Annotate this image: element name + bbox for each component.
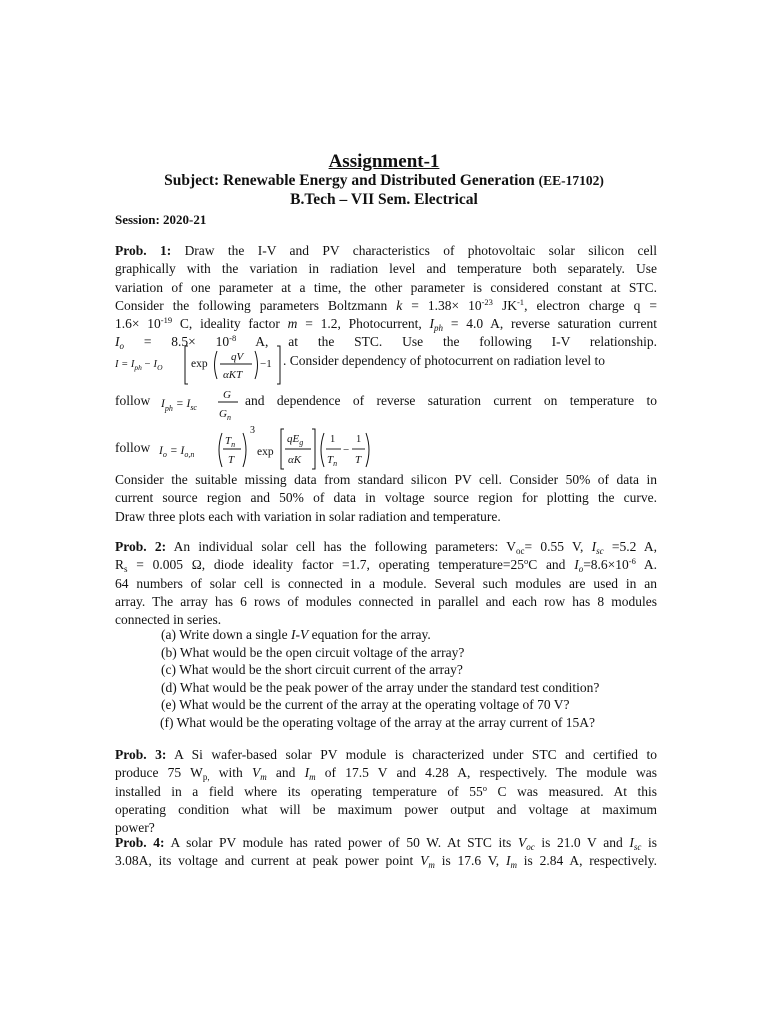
list-item: (c) What would be the short circuit current of the array? bbox=[161, 662, 463, 678]
list-item: (e) What would be the current of the array at the operating voltage of 70 V? bbox=[161, 697, 570, 713]
iv-equation-row: $I = I_{ph} - I_O$ exp qV αKT −1 . Consider dependency of photocurrent on radiation level to bbox=[115, 343, 657, 383]
list-item: (d) What would be the peak power of the array under the standard test condition? bbox=[161, 679, 600, 695]
svg-text:−1: −1 bbox=[260, 358, 272, 370]
photocurrent-equation-row: follow $I_{ph} = I_{sc}$ G $G_n$ and dependence of reverse saturation current on temperature to bbox=[115, 385, 657, 425]
list-item: (f) What would be the operating voltage of the array at the array current of 15A? bbox=[160, 714, 595, 730]
prob3-label: Prob. 3: bbox=[115, 747, 167, 762]
svg-text:Tn: $T_n$ bbox=[327, 454, 338, 468]
svg-text:1: 1 bbox=[330, 434, 336, 445]
svg-text:αKT: αKT bbox=[223, 369, 243, 381]
saturation-current-equation bbox=[159, 425, 369, 471]
session-line: Session: 2020-21 bbox=[115, 212, 207, 227]
photocurrent-equation bbox=[161, 385, 241, 429]
svg-text:3: 3 bbox=[250, 425, 255, 436]
svg-text:T: T bbox=[355, 454, 362, 466]
svg-text:I = Iph− IO: $I = I_{ph} - I_O$ bbox=[115, 359, 163, 372]
prob4-label: Prob. 4: bbox=[115, 835, 165, 850]
subject-line: Subject: Renewable Energy and Distributed Generation (EE-17102) bbox=[164, 172, 604, 189]
assignment-title: Assignment-1 bbox=[328, 151, 440, 172]
svg-text:qV: qV bbox=[231, 351, 244, 363]
svg-text:Tn: $T_n$ bbox=[225, 435, 236, 449]
svg-text:T: T bbox=[228, 454, 235, 466]
prob1-text-end: Consider the suitable missing data from standard silicon PV cell. Consider 50% of data in current source region and 50% of data in voltage source region for plotting the curve. Draw three plots each with variation in solar radiation and temperature. bbox=[115, 472, 657, 524]
svg-text:exp: exp bbox=[191, 358, 208, 370]
subject-code: (EE-17102) bbox=[538, 173, 604, 188]
svg-text:G: G bbox=[223, 389, 231, 401]
saturation-current-equation-row: follow $I_o = I_{o,n}$ $T_n$ T 3 exp $qE_g$ αK 1 $T_n$ − 1 T bbox=[115, 425, 657, 471]
svg-text:exp: exp bbox=[257, 446, 274, 458]
program-line: B.Tech – VII Sem. Electrical bbox=[290, 191, 478, 208]
svg-text:αK: αK bbox=[288, 454, 302, 466]
list-item: (a) Write down a single I-V equation for the array. bbox=[161, 627, 431, 642]
prob1-label: Prob. 1: bbox=[115, 243, 172, 258]
svg-text:Gn: $G_n$ bbox=[219, 408, 231, 422]
svg-text:1: 1 bbox=[356, 434, 362, 445]
list-item: (b) What would be the open circuit voltage of the array? bbox=[161, 644, 465, 660]
prob2-label: Prob. 2: bbox=[115, 539, 167, 554]
svg-text:Iph= Isc: $I_{ph} = I_{sc}$ bbox=[161, 398, 197, 413]
svg-text:−: − bbox=[343, 444, 350, 456]
iv-equation bbox=[115, 343, 290, 387]
svg-text:qEg: $qE_g$ bbox=[287, 433, 304, 447]
prob2-question-list bbox=[160, 626, 599, 732]
svg-text:Io= Io,n: $I_o = I_{o,n}$ bbox=[159, 445, 195, 459]
prob1-text: Prob. 1: Draw the I-V and PV characteristics of photovoltaic solar silicon cell graphically with the variation in radiation level and temperature both separately. Use variation of one parameter at a time, the other parameter is considered constant at STC. Consider the following parameters Boltzmann $k = 1.38\times 10^{-23}$ $JK^{-1}$, electron charge q = $1.6\times 10^{-19}$ C, ideality factor m = 1.2, Photocurrent, $I_{ph} = 4.0$ A, reverse saturation current $I_o = 8.5\times 10^{-8}$ A, at the STC. Use the following I-V relationship. bbox=[115, 243, 658, 352]
prob4-text: Prob. 4: A solar PV module has rated power of 50 W. At STC its $V_{oc}$ is 21.0 V and $I_{sc}$ is 3.08A, its voltage and current at peak power point $V_m$ is 17.6 V, $I_m$ is 2.84 A, respectively. bbox=[115, 835, 658, 871]
prob2-text: Prob. 2: An individual solar cell has the following parameters: $V_{oc}= 0.55$ V, $I_{sc} =5.2$ A, $R_s = 0.005$ Ω, diode ideality factor =1.7, operating $temperature=25^oC$ and $I_o=8.6\times 10^{-6}$ A. 64 numbers of solar cell is connected in a module. Several such modules are used in an array. The array has 6 rows of modules connected in parallel and each row has 8 modules connected in series. bbox=[115, 539, 658, 628]
prob3-text: Prob. 3: A Si wafer-based solar PV module is characterized under STC and certified to produce 75 $W_{p,}$ with $V_m$ and $I_m$ of 17.5 V and 4.28 A, respectively. The module was installed in a field where its operating temperature of 55$^o$ C was measured. At this operating condition what will be maximum power output and voltage at maximum power? bbox=[115, 747, 658, 836]
